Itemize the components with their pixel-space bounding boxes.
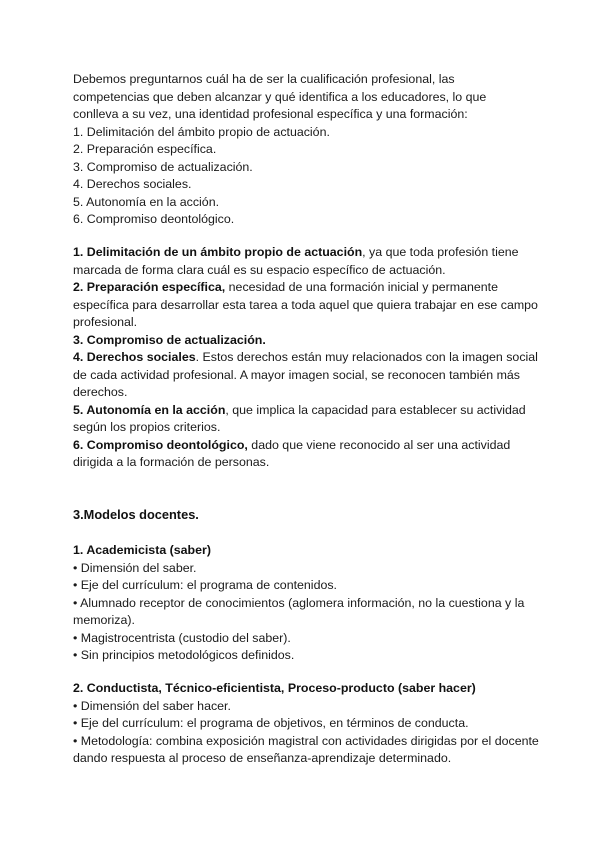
detail-item — [73, 402, 543, 437]
model-title: 1. Academicista (saber) — [73, 543, 211, 557]
detail-text: . Estos derechos están muy relacionados con la imagen social de cada actividad profesional. A mayor imagen social, se reconocen también más derechos. — [73, 350, 538, 399]
intro-line: Debemos preguntarnos cuál ha de ser la cualificación profesional, las — [73, 72, 455, 86]
detail-title: 6. Compromiso deontológico, — [73, 437, 248, 452]
detail-text: necesidad de una formación inicial y permanente específica para desarrollar esta tarea a toda aquel que quiera trabajar en ese campo profesional. — [73, 280, 538, 329]
detail-text: dado que viene reconocido al ser una actividad dirigida a la formación de personas. — [73, 437, 511, 469]
model-bullet: • Dimensión del saber. — [73, 560, 197, 575]
detail-item — [73, 349, 543, 402]
intro-list-item: 4. Derechos sociales. — [73, 177, 192, 191]
detail-item — [73, 332, 543, 350]
model-bullet: • Eje del currículum: el programa de objetivos, en términos de conducta. — [73, 716, 469, 730]
intro-line: competencias que deben alcanzar y qué identifica a los educadores, lo que — [73, 89, 487, 104]
intro-list-item: 6. Compromiso deontológico. — [73, 212, 235, 226]
detail-title: 1. Delimitación de un ámbito propio de actuación — [73, 245, 363, 259]
intro-list-item: 3. Compromiso de actualización. — [73, 159, 253, 174]
model-bullet: • Eje del currículum: el programa de contenidos. — [73, 578, 337, 592]
detail-title: 2. Preparación específica, — [73, 280, 226, 294]
intro-list-item: 5. Autonomía en la acción. — [73, 194, 220, 209]
details-section — [73, 244, 543, 472]
model-bullet: • Magistrocentrista (custodio del saber). — [73, 630, 291, 645]
intro-list-item: 1. Delimitación del ámbito propio de actuación. — [73, 124, 330, 139]
model-title: 2. Conductista, Técnico-eficientista, Proceso-producto (saber hacer) — [73, 681, 476, 695]
model-bullet: • Alumnado receptor de conocimientos (aglomera información, no la cuestiona y la memoriza). — [73, 595, 525, 627]
model-bullet: • Metodología: combina exposición magistral con actividades dirigidas por el docente dando respuesta al proceso de enseñanza-aprendizaje determinado. — [73, 733, 539, 765]
section-heading: 3.Modelos docentes. — [73, 507, 199, 522]
detail-title: 5. Autonomía en la acción — [73, 402, 226, 417]
detail-text: , ya que toda profesión tiene marcada de forma clara cuál es su espacio específico de actuación. — [73, 245, 519, 277]
intro-paragraph — [73, 71, 543, 229]
model-academicista — [73, 542, 543, 665]
intro-line: conlleva a su vez, una identidad profesional específica y una formación: — [73, 107, 468, 121]
detail-item — [73, 244, 543, 279]
detail-text: , que implica la capacidad para establecer su actividad según los propios criterios. — [73, 402, 526, 434]
model-bullet: • Dimensión del saber hacer. — [73, 698, 231, 713]
detail-item — [73, 279, 543, 332]
model-bullet: • Sin principios metodológicos definidos. — [73, 648, 295, 662]
detail-item — [73, 437, 543, 472]
detail-title: 4. Derechos sociales — [73, 350, 196, 364]
model-conductista — [73, 680, 543, 768]
detail-title: 3. Compromiso de actualización. — [73, 332, 266, 347]
intro-list-item: 2. Preparación específica. — [73, 142, 217, 156]
